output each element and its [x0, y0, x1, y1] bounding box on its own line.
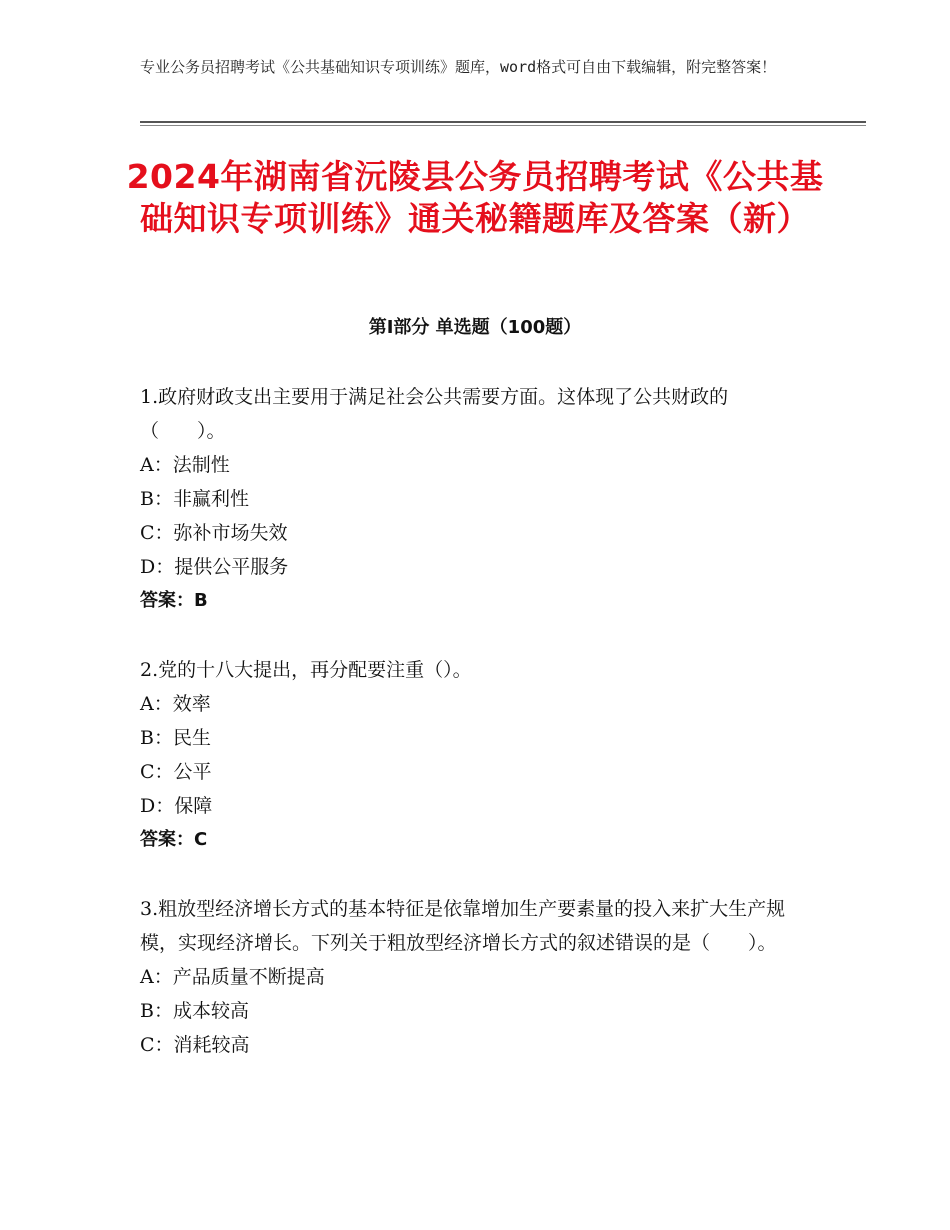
option-a: A：产品质量不断提高 — [140, 966, 325, 988]
question-1 — [140, 380, 800, 618]
document-title: 2024年湖南省沅陵县公务员招聘考试《公共基础知识专项训练》通关秘籍题库及答案（新） — [126, 157, 824, 238]
option-c: C：弥补市场失效 — [140, 522, 288, 544]
option-b: B：非赢利性 — [140, 488, 249, 510]
question-2 — [140, 653, 800, 857]
question-3 — [140, 892, 800, 1062]
option-c: C：消耗较高 — [140, 1034, 250, 1056]
answer: 答案：B — [140, 590, 208, 611]
question-stem: 3.粗放型经济增长方式的基本特征是依靠增加生产要素量的投入来扩大生产规模，实现经济增长。下列关于粗放型经济增长方式的叙述错误的是（ ）。 — [140, 898, 786, 954]
option-a: A：效率 — [140, 693, 211, 715]
header-divider-thin — [140, 125, 866, 126]
question-stem: 2.党的十八大提出，再分配要注重（）。 — [140, 659, 472, 681]
section-heading: 第Ⅰ部分 单选题（100题） — [368, 317, 582, 338]
question-stem: 1.政府财政支出主要用于满足社会公共需要方面。这体现了公共财政的（ ）。 — [140, 386, 729, 442]
option-c: C：公平 — [140, 761, 212, 783]
option-b: B：民生 — [140, 727, 211, 749]
option-d: D：提供公平服务 — [140, 556, 289, 578]
option-b: B：成本较高 — [140, 1000, 249, 1022]
header-note: 专业公务员招聘考试《公共基础知识专项训练》题库，word格式可自由下载编辑，附完整答案！ — [140, 58, 777, 76]
option-a: A：法制性 — [140, 454, 230, 476]
option-d: D：保障 — [140, 795, 213, 817]
header-divider — [140, 121, 866, 123]
answer: 答案：C — [140, 829, 208, 850]
